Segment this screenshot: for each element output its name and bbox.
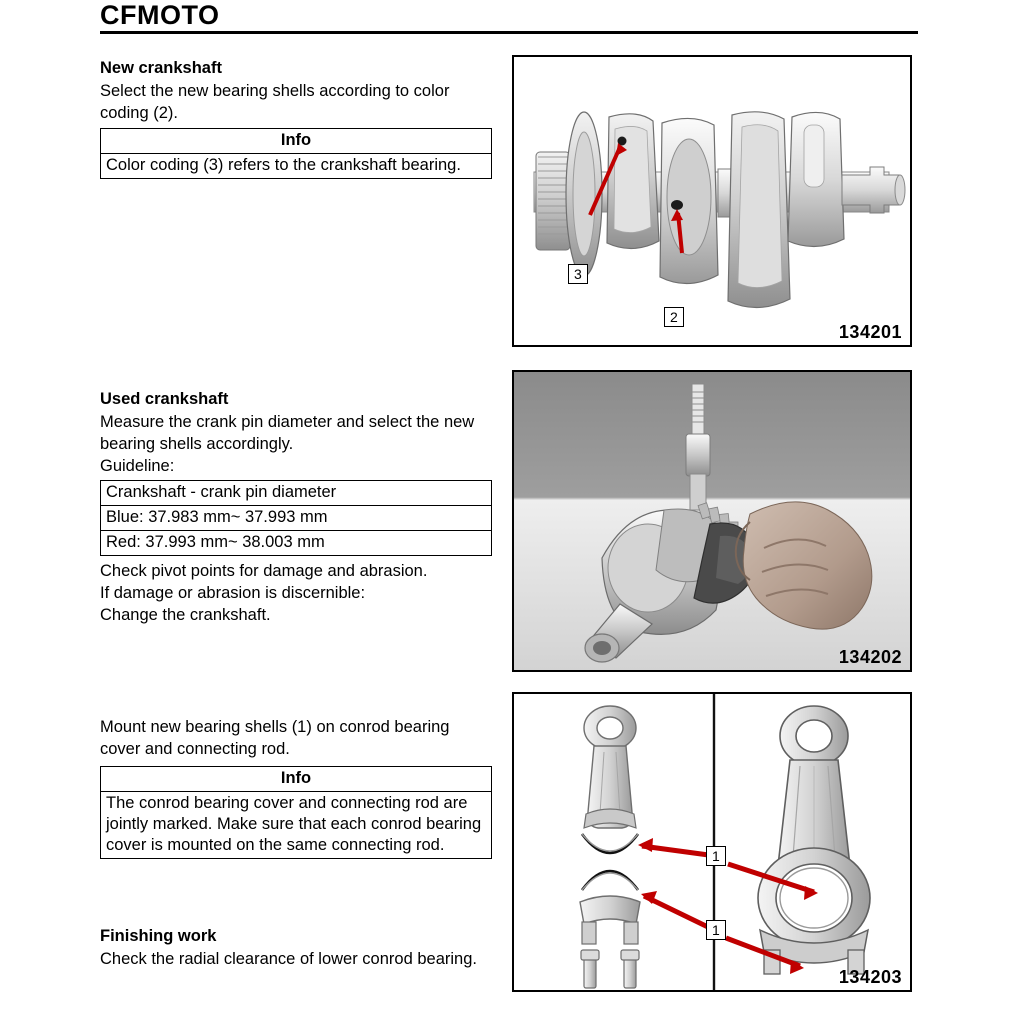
figure-callout-1-lower: 1	[706, 920, 726, 940]
figure-callout-1-upper: 1	[706, 846, 726, 866]
table-row: Blue: 37.983 mm~ 37.993 mm	[101, 506, 491, 531]
info-box-color-coding	[100, 128, 492, 179]
info-box-body: The conrod bearing cover and connecting rod are jointly marked. Make sure that each conrod bearing cover is mounted on the same connecting rod.	[106, 794, 482, 854]
crankshaft-illustration	[514, 57, 910, 345]
brand-title: CFMOTO	[100, 0, 220, 30]
measurement-photo-illustration	[514, 372, 910, 670]
page-header	[100, 0, 918, 34]
figure-caption: 134202	[838, 647, 902, 667]
info-box-conrod-marking	[100, 766, 492, 859]
info-box-header: Info	[101, 129, 491, 154]
info-box-header: Info	[101, 767, 491, 792]
table-header: Crankshaft - crank pin diameter	[101, 481, 491, 506]
table-row: Red: 37.993 mm~ 38.003 mm	[106, 533, 325, 551]
figure-callout-3: 3	[568, 264, 588, 284]
section-paragraph-used-crankshaft: Measure the crank pin diameter and select the new bearing shells accordingly.	[100, 413, 475, 453]
figure-caption: 134201	[838, 322, 902, 342]
section-paragraph-new-crankshaft: Select the new bearing shells according to color coding (2).	[100, 82, 450, 122]
section-title-new-crankshaft: New crankshaft	[100, 59, 222, 77]
header-divider	[100, 31, 918, 34]
conrod-illustration	[514, 694, 910, 990]
figure-caption: 134203	[838, 967, 902, 987]
section-used-crankshaft	[100, 388, 492, 626]
section-finishing-work	[100, 925, 492, 970]
paragraph-damage-discernible: If damage or abrasion is discernible:	[100, 584, 366, 602]
crank-pin-diameter-table	[100, 480, 492, 556]
paragraph-check-pivot: Check pivot points for damage and abrasion.	[100, 562, 428, 580]
figure-measuring-crank-pin	[512, 370, 912, 672]
section-mount-bearing-shells	[100, 716, 492, 859]
section-title-finishing-work: Finishing work	[100, 927, 217, 945]
section-title-used-crankshaft: Used crankshaft	[100, 390, 229, 408]
info-box-body: Color coding (3) refers to the crankshaft bearing.	[106, 156, 461, 174]
figure-conrod-bearing-shells	[512, 692, 912, 992]
section-new-crankshaft	[100, 57, 492, 179]
guideline-label: Guideline:	[100, 457, 175, 475]
paragraph-change-crankshaft: Change the crankshaft.	[100, 606, 271, 624]
section-paragraph-mount-shells: Mount new bearing shells (1) on conrod bearing cover and connecting rod.	[100, 718, 450, 758]
figure-callout-2: 2	[664, 307, 684, 327]
figure-crankshaft-color-coding	[512, 55, 912, 347]
section-paragraph-finishing-work: Check the radial clearance of lower conrod bearing.	[100, 950, 477, 968]
